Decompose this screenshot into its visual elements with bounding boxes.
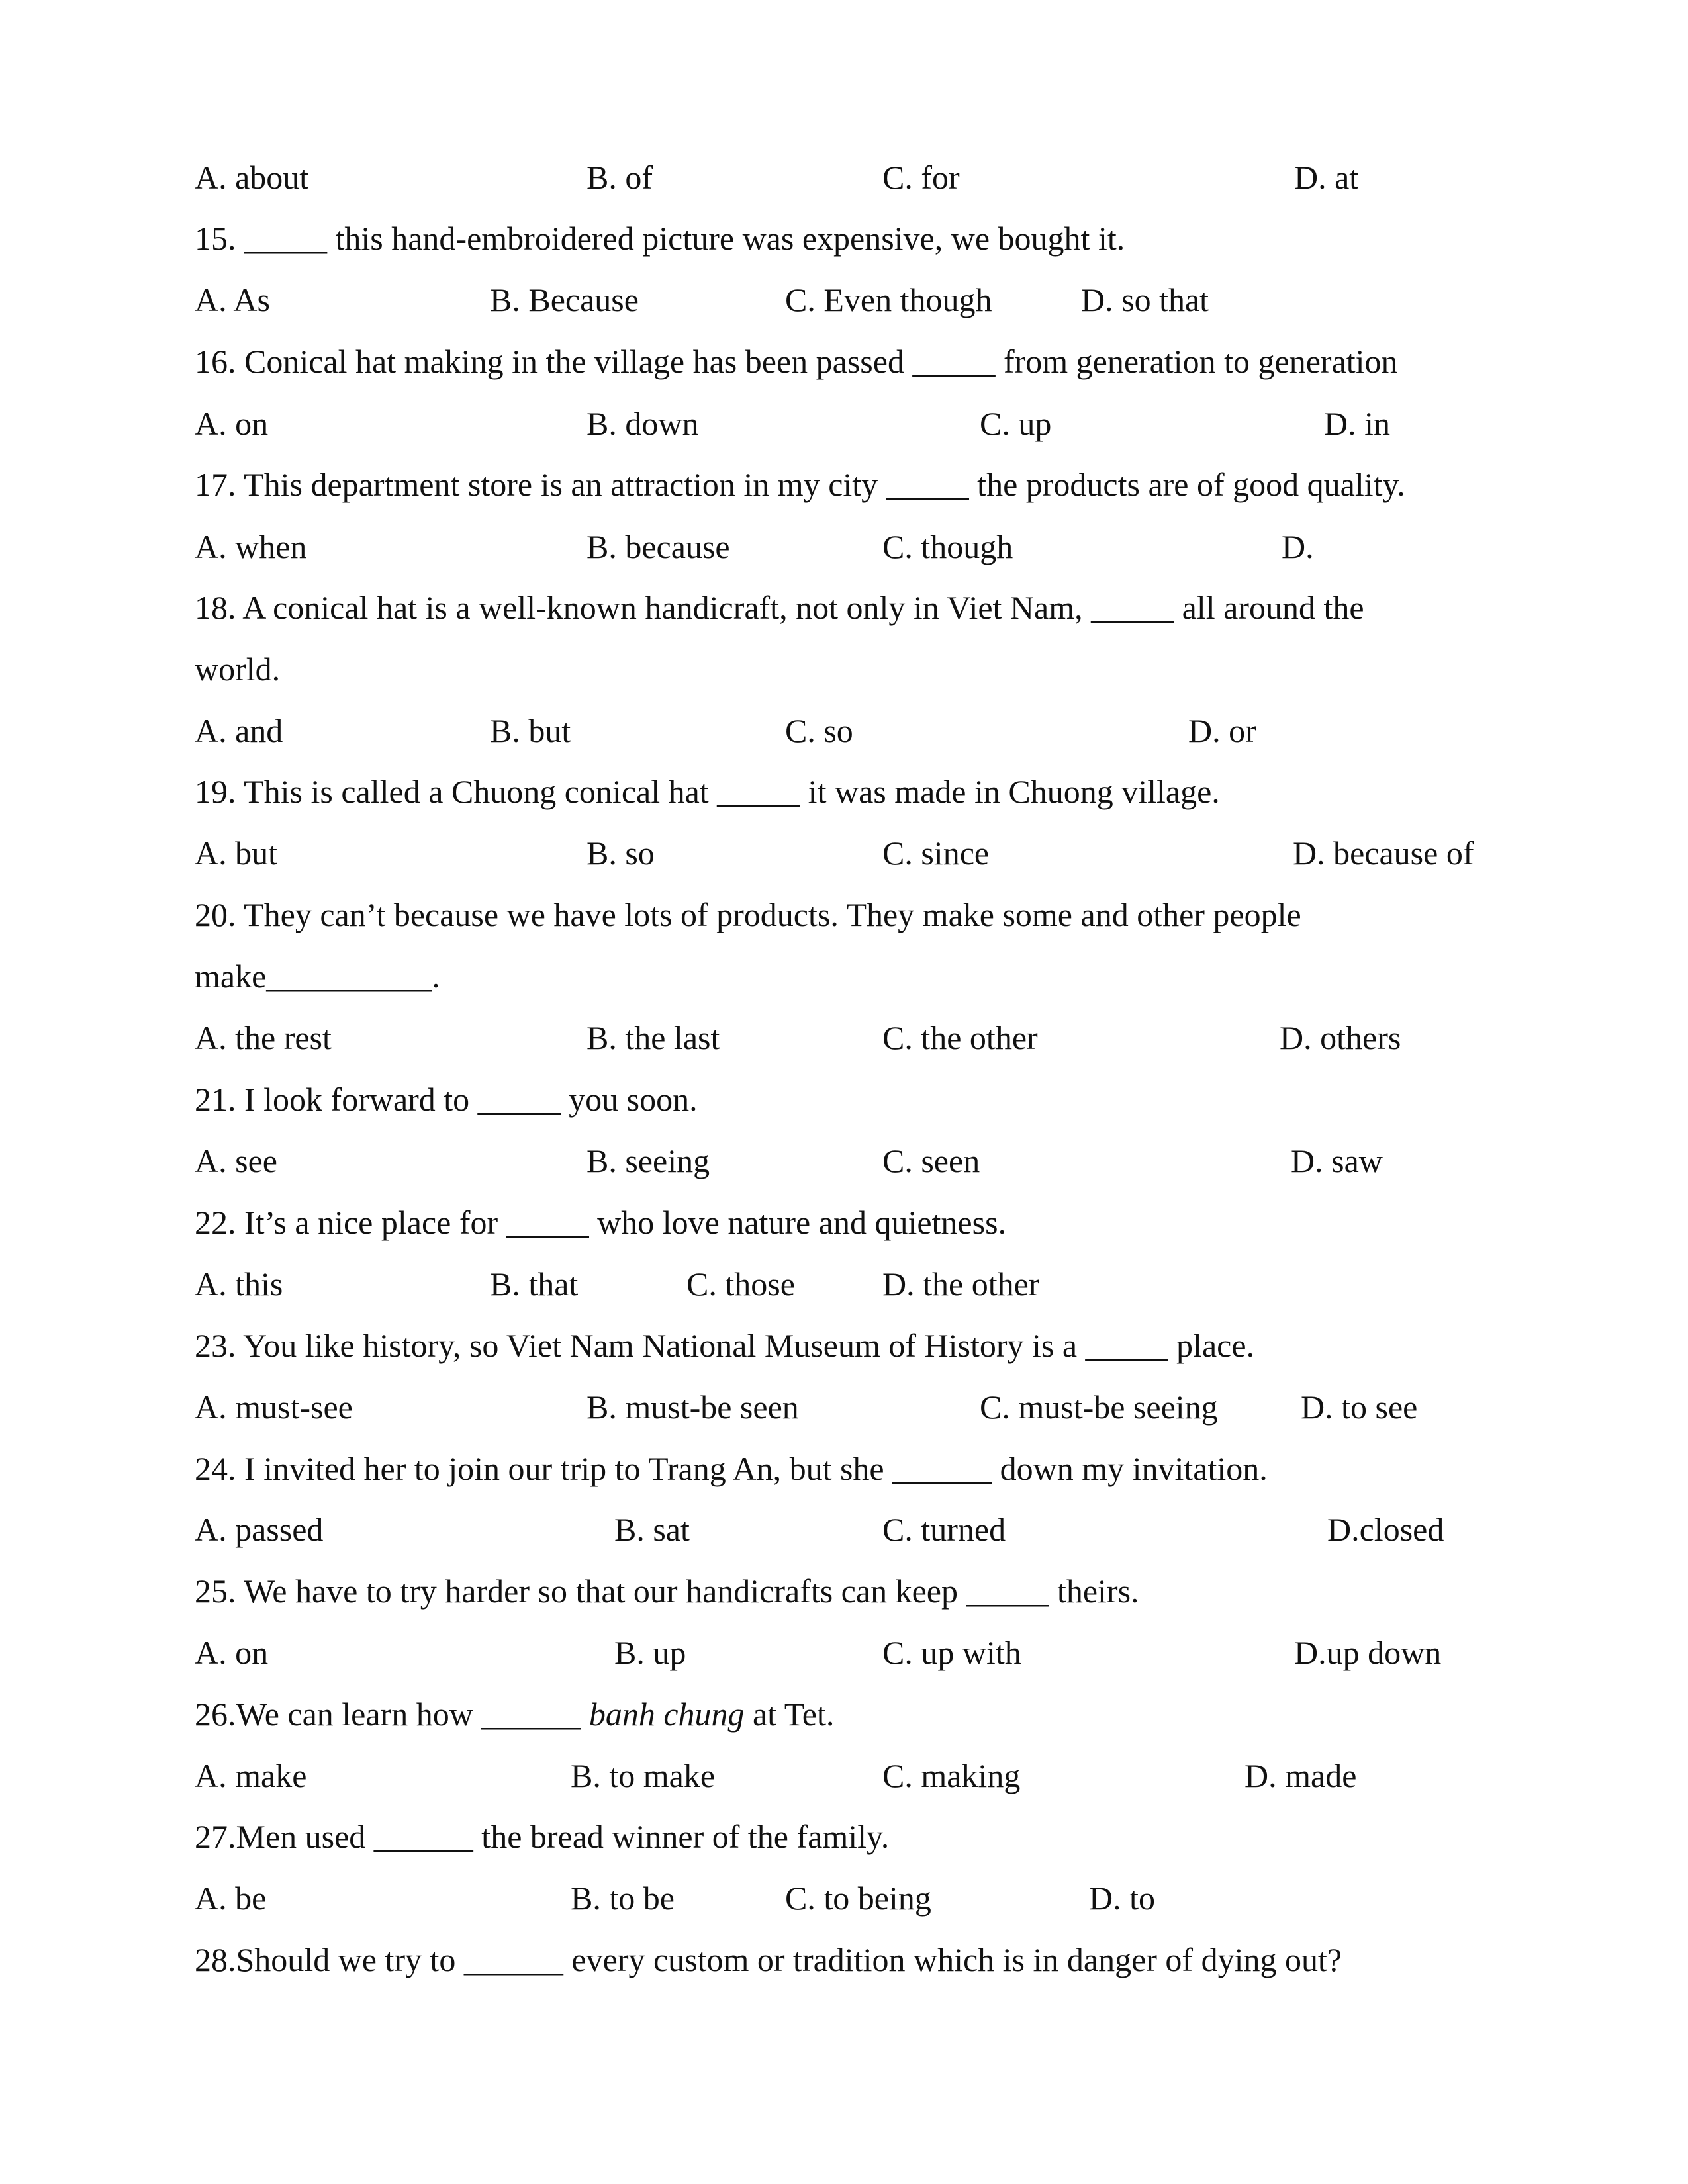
option-a: A. but <box>195 835 277 872</box>
question-24 <box>0 1438 1688 1499</box>
option-c: C. to being <box>785 1880 931 1917</box>
option-c: C. for <box>882 159 960 196</box>
option-a: A. on <box>195 405 269 442</box>
question-21 <box>0 1069 1688 1130</box>
option-d: D. or <box>1188 712 1256 749</box>
answer-options <box>0 516 1688 577</box>
question-19 <box>0 761 1688 822</box>
option-d: D. at <box>1294 159 1359 196</box>
option-c: C. seen <box>882 1142 980 1179</box>
question-text <box>195 1684 834 1745</box>
option-d: D. others <box>1280 1019 1401 1056</box>
option-a: A. must-see <box>195 1388 353 1426</box>
answer-options <box>0 823 1688 884</box>
option-b: B. up <box>614 1634 686 1671</box>
option-b: B. seeing <box>586 1142 710 1179</box>
answer-options <box>0 700 1688 761</box>
option-d: D. to <box>1089 1880 1155 1917</box>
option-d: D. <box>1282 528 1314 565</box>
question-text: 27.Men used ______ the bread winner of the family. <box>195 1818 890 1855</box>
question-17 <box>0 454 1688 515</box>
question-text-end: at Tet. <box>744 1696 835 1733</box>
option-d: D. made <box>1244 1757 1357 1794</box>
question-26 <box>0 1684 1688 1745</box>
option-c: C. up <box>980 405 1052 442</box>
question-18-continuation <box>0 639 1688 700</box>
question-text: 22. It’s a nice place for _____ who love nature and quietness. <box>195 1204 1007 1241</box>
question-18 <box>0 577 1688 638</box>
question-16 <box>0 331 1688 392</box>
option-c: C. since <box>882 835 990 872</box>
question-25 <box>0 1561 1688 1621</box>
option-a: A. be <box>195 1880 267 1917</box>
question-15 <box>0 208 1688 269</box>
option-b: B. down <box>586 405 699 442</box>
option-b: B. that <box>490 1265 579 1302</box>
option-b: B. so <box>586 835 655 872</box>
question-text: 28.Should we try to ______ every custom or tradition which is in danger of dying out? <box>195 1941 1342 1978</box>
italic-term: banh chung <box>588 1696 745 1733</box>
answer-options <box>0 1007 1688 1068</box>
question-text: 24. I invited her to join our trip to Trang An, but she ______ down my invitation. <box>195 1450 1268 1487</box>
option-d: D.up down <box>1294 1634 1442 1671</box>
answer-options <box>0 393 1688 454</box>
option-c: C. Even though <box>785 281 992 318</box>
question-27 <box>0 1806 1688 1867</box>
question-22 <box>0 1192 1688 1253</box>
question-23 <box>0 1315 1688 1376</box>
answer-options <box>0 1745 1688 1806</box>
option-a: A. this <box>195 1265 283 1302</box>
option-a: A. As <box>195 281 270 318</box>
option-d: D. saw <box>1291 1142 1383 1179</box>
option-c: C. those <box>686 1265 795 1302</box>
option-b: B. of <box>586 159 653 196</box>
question-text: 20. They can’t because we have lots of products. They make some and other people <box>195 896 1301 933</box>
answer-options <box>0 147 1688 208</box>
question-20 <box>0 884 1688 945</box>
option-a: A. make <box>195 1757 307 1794</box>
option-a: A. passed <box>195 1511 324 1548</box>
answer-options <box>0 1130 1688 1191</box>
option-c: C. the other <box>882 1019 1038 1056</box>
option-a: A. on <box>195 1634 269 1671</box>
question-text: 16. Conical hat making in the village has been passed _____ from generation to generation <box>195 343 1398 380</box>
option-c: C. making <box>882 1757 1021 1794</box>
answer-options <box>0 1253 1688 1314</box>
answer-options <box>0 1377 1688 1437</box>
option-a: A. and <box>195 712 283 749</box>
question-text: world. <box>195 651 281 688</box>
option-c: C. turned <box>882 1511 1006 1548</box>
question-text: 18. A conical hat is a well-known handicraft, not only in Viet Nam, _____ all around the <box>195 589 1364 626</box>
option-c: C. up with <box>882 1634 1021 1671</box>
option-d: D.closed <box>1327 1511 1444 1548</box>
question-20-continuation <box>0 946 1688 1007</box>
question-text: 17. This department store is an attraction in my city _____ the products are of good quality. <box>195 466 1405 503</box>
option-d: D. to see <box>1301 1388 1418 1426</box>
option-a: A. when <box>195 528 307 565</box>
answer-options <box>0 1499 1688 1560</box>
option-b: B. the last <box>586 1019 720 1056</box>
question-text-start: 26.We can learn how ______ <box>195 1696 589 1733</box>
option-a: A. about <box>195 159 309 196</box>
option-b: B. sat <box>614 1511 690 1548</box>
option-a: A. the rest <box>195 1019 332 1056</box>
option-d: D. so that <box>1081 281 1209 318</box>
question-text: 21. I look forward to _____ you soon. <box>195 1081 698 1118</box>
answer-options <box>0 269 1688 330</box>
question-text: 15. _____ this hand-embroidered picture was expensive, we bought it. <box>195 220 1125 257</box>
answer-options <box>0 1622 1688 1683</box>
option-b: B. Because <box>490 281 639 318</box>
option-b: B. must-be seen <box>586 1388 799 1426</box>
option-c: C. must-be seeing <box>980 1388 1218 1426</box>
option-b: B. because <box>586 528 730 565</box>
question-text: 23. You like history, so Viet Nam National Museum of History is a _____ place. <box>195 1327 1255 1364</box>
option-d: D. in <box>1324 405 1390 442</box>
question-text: 19. This is called a Chuong conical hat _____ it was made in Chuong village. <box>195 773 1220 810</box>
question-28 <box>0 1929 1688 1990</box>
option-d: D. because of <box>1293 835 1474 872</box>
option-b: B. to make <box>571 1757 716 1794</box>
option-c: C. so <box>785 712 853 749</box>
question-text: 25. We have to try harder so that our handicrafts can keep _____ theirs. <box>195 1572 1139 1610</box>
option-c: C. though <box>882 528 1013 565</box>
option-a: A. see <box>195 1142 277 1179</box>
question-text: make__________. <box>195 958 440 995</box>
option-b: B. to be <box>571 1880 675 1917</box>
option-d: D. the other <box>882 1265 1040 1302</box>
option-b: B. but <box>490 712 571 749</box>
answer-options <box>0 1868 1688 1929</box>
